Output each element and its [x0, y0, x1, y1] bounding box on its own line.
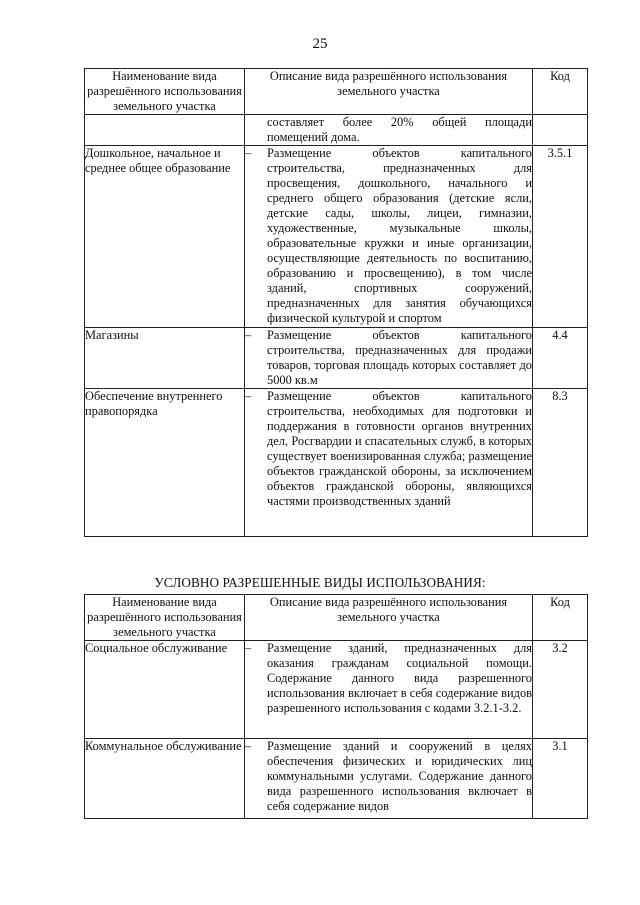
row-name: Обеспечение внутреннего правопорядка — [85, 389, 245, 537]
row-name: Социальное обслуживание — [85, 641, 245, 739]
dash-marker: – — [245, 146, 252, 160]
row-code: 4.4 — [533, 328, 588, 389]
header-description: Описание вида разрешённого использования земельного участка — [245, 69, 533, 115]
row-description: Размещение объектов капитального строительства, предназначенных для продажи товаров, торговая площадь которых составляет до 5000 кв.м — [267, 328, 532, 387]
row-description: Размещение объектов капитального строительства, предназначенных для просвещения, дошкольного, начального и среднего общего образования (детские ясли, детские сады, школы, лицеи, гимназии, художественные, музыкальные школы, образовательные кружки и иные организации, осуществляющие деятельность по воспитанию, образованию и просвещению), в том числе зданий, спортивных сооружений, предназначенных для занятия обучающихся физической культурой и спортом — [267, 146, 532, 325]
table-row — [85, 146, 588, 328]
table-conditional-uses — [84, 594, 588, 819]
row-description: Размещение зданий и сооружений в целях обеспечения физических и юридических лиц коммунальными услугами. Содержание данного вида разрешенного использования включает в себя содержание видов — [267, 739, 532, 813]
table-row — [85, 739, 588, 819]
header-code: Код — [533, 595, 588, 641]
row-description: Размещение объектов капитального строительства, необходимых для подготовки и поддержания в готовности органов внутренних дел, Росгвардии и спасательных служб, в которых существует военизированная служба; размещение объектов гражданской обороны, за исключением объектов гражданской обороны, являющихся частями производственных зданий — [267, 389, 532, 508]
row-description: Размещение зданий, предназначенных для оказания гражданам социальной помощи. Содержание данного вида разрешенного использования включает в себя содержание видов разрешенного использования с кодами 3.2.1-3.2. — [267, 641, 532, 715]
table-permitted-uses — [84, 68, 588, 537]
dash-marker: – — [245, 739, 252, 753]
row-code: 3.2 — [533, 641, 588, 739]
table-row-continuation — [85, 115, 588, 146]
header-description: Описание вида разрешённого использования земельного участка — [245, 595, 533, 641]
row-name: Дошкольное, начальное и среднее общее образование — [85, 146, 245, 328]
header-name: Наименование вида разрешённого использования земельного участка — [85, 69, 245, 115]
section-heading: УСЛОВНО РАЗРЕШЕННЫЕ ВИДЫ ИСПОЛЬЗОВАНИЯ: — [154, 575, 486, 590]
page-number: 25 — [312, 36, 328, 52]
table-row — [85, 389, 588, 537]
row-code: 3.1 — [533, 739, 588, 819]
table-row — [85, 641, 588, 739]
table-header-row — [85, 595, 588, 641]
row-code: 8.3 — [533, 389, 588, 537]
continuation-text: составляет более 20% общей площади помещений дома. — [267, 115, 532, 144]
row-name: Коммунальное обслуживание — [85, 739, 245, 819]
dash-marker: – — [245, 641, 252, 655]
table-row — [85, 328, 588, 389]
header-name: Наименование вида разрешённого использования земельного участка — [85, 595, 245, 641]
row-name: Магазины — [85, 328, 245, 389]
row-code: 3.5.1 — [533, 146, 588, 328]
table-header-row — [85, 69, 588, 115]
header-code: Код — [533, 69, 588, 115]
dash-marker: – — [245, 328, 252, 342]
dash-marker: – — [245, 389, 252, 403]
